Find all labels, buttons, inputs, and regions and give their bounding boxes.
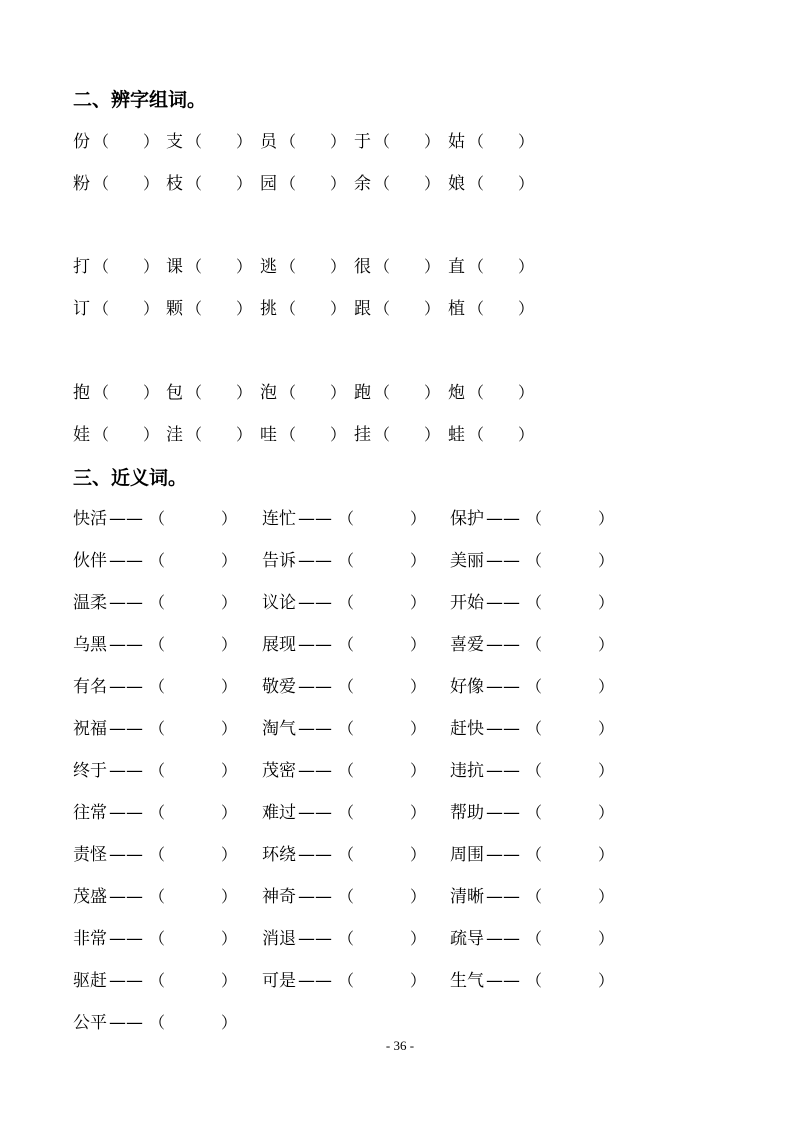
close-paren: ） [598, 719, 615, 738]
char-label: 包 [166, 383, 183, 403]
close-paren: ） [221, 677, 238, 696]
dash: —— [109, 971, 143, 991]
close-paren: ） [518, 425, 535, 444]
close-paren: ） [143, 174, 160, 193]
close-paren: ） [410, 845, 427, 864]
close-paren: ） [330, 425, 347, 444]
dash: —— [109, 761, 143, 781]
close-paren: ） [410, 593, 427, 612]
open-paren: （ [374, 257, 391, 276]
dash: —— [109, 593, 143, 613]
char-label: 于 [354, 132, 371, 152]
char-label: 员 [260, 132, 277, 152]
char-row [0, 297, 800, 321]
dash: —— [109, 635, 143, 655]
open-paren: （ [149, 509, 166, 528]
char-label: 余 [354, 174, 371, 194]
dash: —— [298, 971, 332, 991]
open-paren: （ [338, 635, 355, 654]
open-paren: （ [468, 425, 485, 444]
synonym-row [0, 507, 800, 531]
close-paren: ） [598, 761, 615, 780]
synonym-row [0, 717, 800, 741]
close-paren: ） [518, 257, 535, 276]
synonym-row [0, 885, 800, 909]
synonym-row [0, 675, 800, 699]
open-paren: （ [468, 257, 485, 276]
synonym-row [0, 549, 800, 573]
char-row [0, 172, 800, 196]
close-paren: ） [221, 635, 238, 654]
close-paren: ） [221, 929, 238, 948]
char-label: 份 [73, 132, 90, 152]
synonym-word: 终于 [73, 761, 107, 781]
close-paren: ） [410, 719, 427, 738]
close-paren: ） [598, 593, 615, 612]
dash: —— [109, 719, 143, 739]
synonym-word: 神奇 [262, 887, 296, 907]
dash: —— [298, 761, 332, 781]
char-row [0, 255, 800, 279]
char-label: 订 [73, 299, 90, 319]
open-paren: （ [149, 635, 166, 654]
open-paren: （ [149, 677, 166, 696]
synonym-row [0, 633, 800, 657]
open-paren: （ [338, 845, 355, 864]
close-paren: ） [598, 635, 615, 654]
char-label: 哇 [260, 425, 277, 445]
close-paren: ） [598, 677, 615, 696]
dash: —— [486, 761, 520, 781]
open-paren: （ [526, 677, 543, 696]
close-paren: ） [221, 719, 238, 738]
synonym-word: 违抗 [450, 761, 484, 781]
close-paren: ） [424, 132, 441, 151]
dash: —— [486, 551, 520, 571]
close-paren: ） [330, 257, 347, 276]
dash: —— [109, 551, 143, 571]
synonym-row [0, 969, 800, 993]
close-paren: ） [598, 803, 615, 822]
open-paren: （ [468, 299, 485, 318]
synonym-word: 快活 [73, 509, 107, 529]
open-paren: （ [338, 761, 355, 780]
open-paren: （ [280, 257, 297, 276]
close-paren: ） [518, 383, 535, 402]
close-paren: ） [236, 132, 253, 151]
synonym-word: 好像 [450, 677, 484, 697]
synonym-word: 保护 [450, 509, 484, 529]
dash: —— [109, 1013, 143, 1033]
open-paren: （ [468, 132, 485, 151]
synonym-word: 茂密 [262, 761, 296, 781]
dash: —— [109, 803, 143, 823]
close-paren: ） [518, 299, 535, 318]
open-paren: （ [280, 383, 297, 402]
close-paren: ） [598, 971, 615, 990]
dash: —— [486, 593, 520, 613]
close-paren: ） [330, 174, 347, 193]
open-paren: （ [186, 299, 203, 318]
synonym-row [0, 927, 800, 951]
open-paren: （ [338, 803, 355, 822]
open-paren: （ [149, 803, 166, 822]
synonym-word: 有名 [73, 677, 107, 697]
close-paren: ） [330, 299, 347, 318]
synonym-word: 环绕 [262, 845, 296, 865]
close-paren: ） [410, 635, 427, 654]
synonym-word: 公平 [73, 1013, 107, 1033]
close-paren: ） [598, 509, 615, 528]
dash: —— [486, 635, 520, 655]
dash: —— [298, 929, 332, 949]
close-paren: ） [410, 677, 427, 696]
close-paren: ） [410, 971, 427, 990]
close-paren: ） [221, 845, 238, 864]
dash: —— [109, 845, 143, 865]
open-paren: （ [526, 845, 543, 864]
dash: —— [486, 845, 520, 865]
synonym-word: 祝福 [73, 719, 107, 739]
synonym-word: 开始 [450, 593, 484, 613]
open-paren: （ [149, 971, 166, 990]
close-paren: ） [410, 803, 427, 822]
close-paren: ） [143, 257, 160, 276]
char-label: 抱 [73, 383, 90, 403]
char-label: 挂 [354, 425, 371, 445]
close-paren: ） [598, 551, 615, 570]
open-paren: （ [280, 174, 297, 193]
close-paren: ） [143, 299, 160, 318]
char-row [0, 381, 800, 405]
synonym-word: 美丽 [450, 551, 484, 571]
dash: —— [486, 803, 520, 823]
open-paren: （ [526, 761, 543, 780]
dash: —— [298, 593, 332, 613]
open-paren: （ [526, 635, 543, 654]
char-row [0, 423, 800, 447]
open-paren: （ [338, 929, 355, 948]
open-paren: （ [149, 887, 166, 906]
dash: —— [298, 509, 332, 529]
dash: —— [298, 551, 332, 571]
close-paren: ） [518, 174, 535, 193]
open-paren: （ [338, 593, 355, 612]
close-paren: ） [330, 383, 347, 402]
open-paren: （ [526, 929, 543, 948]
char-label: 逃 [260, 257, 277, 277]
open-paren: （ [526, 803, 543, 822]
open-paren: （ [186, 174, 203, 193]
close-paren: ） [410, 509, 427, 528]
open-paren: （ [374, 174, 391, 193]
section-3-title: 三、近义词。 [73, 467, 188, 489]
synonym-word: 清晰 [450, 887, 484, 907]
open-paren: （ [149, 593, 166, 612]
close-paren: ） [143, 132, 160, 151]
close-paren: ） [424, 299, 441, 318]
dash: —— [486, 509, 520, 529]
synonym-word: 赶快 [450, 719, 484, 739]
close-paren: ） [236, 299, 253, 318]
close-paren: ） [221, 1013, 238, 1032]
close-paren: ） [424, 383, 441, 402]
close-paren: ） [424, 174, 441, 193]
synonym-row [0, 801, 800, 825]
open-paren: （ [280, 132, 297, 151]
open-paren: （ [526, 551, 543, 570]
close-paren: ） [410, 551, 427, 570]
synonym-word: 告诉 [262, 551, 296, 571]
dash: —— [486, 887, 520, 907]
close-paren: ） [410, 887, 427, 906]
char-label: 课 [166, 257, 183, 277]
section-2-title: 二、辨字组词。 [73, 89, 207, 111]
synonym-word: 帮助 [450, 803, 484, 823]
close-paren: ） [221, 803, 238, 822]
close-paren: ） [143, 425, 160, 444]
open-paren: （ [93, 174, 110, 193]
open-paren: （ [149, 929, 166, 948]
dash: —— [298, 803, 332, 823]
open-paren: （ [526, 887, 543, 906]
char-label: 跑 [354, 383, 371, 403]
char-label: 园 [260, 174, 277, 194]
synonym-word: 往常 [73, 803, 107, 823]
char-label: 枝 [166, 174, 183, 194]
open-paren: （ [93, 132, 110, 151]
open-paren: （ [526, 593, 543, 612]
page-number: - 36 - [385, 1038, 415, 1053]
char-label: 姑 [448, 132, 465, 152]
close-paren: ） [221, 887, 238, 906]
open-paren: （ [93, 383, 110, 402]
char-label: 打 [73, 257, 90, 277]
open-paren: （ [526, 971, 543, 990]
dash: —— [298, 635, 332, 655]
close-paren: ） [598, 929, 615, 948]
dash: —— [298, 719, 332, 739]
open-paren: （ [468, 383, 485, 402]
open-paren: （ [186, 257, 203, 276]
char-label: 娘 [448, 174, 465, 194]
close-paren: ） [221, 593, 238, 612]
char-label: 颗 [166, 299, 183, 319]
synonym-word: 展现 [262, 635, 296, 655]
open-paren: （ [93, 425, 110, 444]
open-paren: （ [526, 509, 543, 528]
synonym-word: 生气 [450, 971, 484, 991]
close-paren: ） [410, 929, 427, 948]
close-paren: ） [236, 257, 253, 276]
open-paren: （ [149, 551, 166, 570]
close-paren: ） [410, 761, 427, 780]
char-label: 挑 [260, 299, 277, 319]
synonym-word: 议论 [262, 593, 296, 613]
open-paren: （ [468, 174, 485, 193]
char-label: 炮 [448, 383, 465, 403]
open-paren: （ [338, 677, 355, 696]
char-label: 支 [166, 132, 183, 152]
close-paren: ） [221, 971, 238, 990]
char-label: 娃 [73, 425, 90, 445]
close-paren: ） [221, 761, 238, 780]
close-paren: ） [221, 509, 238, 528]
open-paren: （ [526, 719, 543, 738]
close-paren: ） [424, 425, 441, 444]
dash: —— [109, 929, 143, 949]
char-row [0, 130, 800, 154]
open-paren: （ [149, 719, 166, 738]
char-label: 洼 [166, 425, 183, 445]
dash: —— [486, 719, 520, 739]
open-paren: （ [338, 551, 355, 570]
synonym-word: 疏导 [450, 929, 484, 949]
open-paren: （ [186, 132, 203, 151]
dash: —— [486, 677, 520, 697]
synonym-word: 淘气 [262, 719, 296, 739]
synonym-row [0, 759, 800, 783]
close-paren: ） [598, 845, 615, 864]
synonym-word: 连忙 [262, 509, 296, 529]
open-paren: （ [93, 257, 110, 276]
close-paren: ） [424, 257, 441, 276]
open-paren: （ [149, 845, 166, 864]
close-paren: ） [598, 887, 615, 906]
char-label: 蛙 [448, 425, 465, 445]
dash: —— [109, 677, 143, 697]
synonym-word: 可是 [262, 971, 296, 991]
char-label: 跟 [354, 299, 371, 319]
open-paren: （ [93, 299, 110, 318]
synonym-word: 喜爱 [450, 635, 484, 655]
dash: —— [298, 677, 332, 697]
close-paren: ） [236, 383, 253, 402]
synonym-row [0, 1011, 800, 1035]
dash: —— [298, 845, 332, 865]
synonym-word: 温柔 [73, 593, 107, 613]
open-paren: （ [280, 299, 297, 318]
open-paren: （ [374, 299, 391, 318]
dash: —— [486, 929, 520, 949]
synonym-word: 周围 [450, 845, 484, 865]
synonym-word: 消退 [262, 929, 296, 949]
close-paren: ） [330, 132, 347, 151]
synonym-word: 茂盛 [73, 887, 107, 907]
synonym-word: 责怪 [73, 845, 107, 865]
synonym-word: 敬爱 [262, 677, 296, 697]
open-paren: （ [338, 509, 355, 528]
open-paren: （ [374, 383, 391, 402]
synonym-word: 驱赶 [73, 971, 107, 991]
dash: —— [109, 887, 143, 907]
synonym-word: 乌黑 [73, 635, 107, 655]
dash: —— [109, 509, 143, 529]
dash: —— [486, 971, 520, 991]
char-label: 植 [448, 299, 465, 319]
synonym-word: 伙伴 [73, 551, 107, 571]
close-paren: ） [518, 132, 535, 151]
char-label: 直 [448, 257, 465, 277]
open-paren: （ [149, 1013, 166, 1032]
open-paren: （ [338, 887, 355, 906]
synonym-row [0, 843, 800, 867]
open-paren: （ [186, 425, 203, 444]
char-label: 泡 [260, 383, 277, 403]
open-paren: （ [338, 719, 355, 738]
close-paren: ） [221, 551, 238, 570]
open-paren: （ [374, 425, 391, 444]
close-paren: ） [236, 174, 253, 193]
open-paren: （ [338, 971, 355, 990]
synonym-word: 非常 [73, 929, 107, 949]
synonym-word: 难过 [262, 803, 296, 823]
char-label: 很 [354, 257, 371, 277]
char-label: 粉 [73, 174, 90, 194]
open-paren: （ [280, 425, 297, 444]
synonym-row [0, 591, 800, 615]
open-paren: （ [374, 132, 391, 151]
close-paren: ） [143, 383, 160, 402]
open-paren: （ [186, 383, 203, 402]
close-paren: ） [236, 425, 253, 444]
dash: —— [298, 887, 332, 907]
open-paren: （ [149, 761, 166, 780]
